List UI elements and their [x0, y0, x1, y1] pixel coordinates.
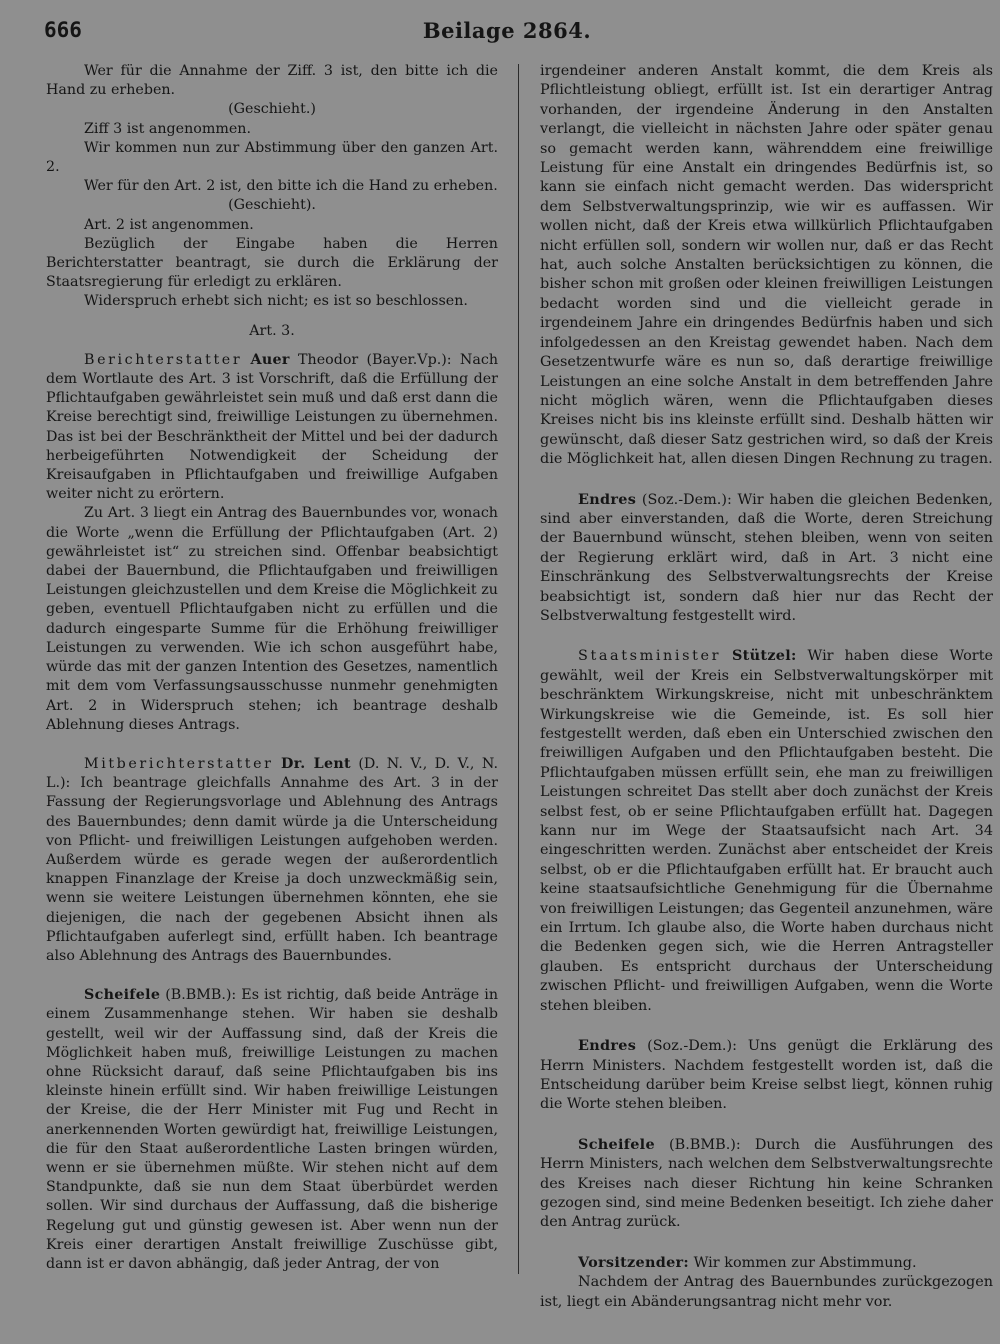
paragraph: irgendeiner anderen Anstalt kommt, die dem Kreis als Pflichtleistung obliegt, erfüllt ist. Ist ein derartiger Antrag vorhanden, der irgendeine Änderung in den Anstalten verlangt, die vielleicht in nächsten Jahre oder später genau so gemacht werden kann, währenddem eine freiwillige Leistung für eine Anstalt ein dringendes Bedürfnis ist, so kann sie einfach nicht gemacht werden. Das widerspricht dem Selbstverwaltungsprinzip, wie wir es auffassen. Wir wollen nicht, daß der Kreis etwa willkürlich Pflichtaufgaben nicht erfüllen soll, sondern wir wollen nur, daß er das Recht hat, auch solche Anstalten berücksichtigen zu können, die bisher schon mit großen oder kleinen freiwilligen Leistungen bedacht worden sind und die vielleicht gerade in irgendeinem Jahre ein dringendes Bedürfnis haben und sich infolgedessen an den Kreistag gewendet haben. Nach dem Gesetzentwurfe wäre es nun so, daß derartige freiwillige Leistungen an eine solche Anstalt in dem betreffenden Jahre nicht möglich wären, wenn die Pflichtaufgaben dieses Kreises nicht bis ins kleinste erfüllt sind. Deshalb hätten wir gewünscht, daß dieser Satz gestrichen wird, so daß der Kreis die Möglichkeit hat, allen diesen Dingen Rechnung zu tragen. [540, 63, 993, 468]
paragraph: Widerspruch erhebt sich nicht; es ist so beschlossen. [84, 293, 468, 310]
speech-paragraph [46, 986, 498, 1274]
paragraph: Ziff 3 ist angenommen. [84, 120, 251, 137]
speaker-role: Staatsminister [578, 648, 722, 665]
speech-text: Wir kommen zur Abstimmung. [693, 1254, 917, 1271]
paragraph: Wir kommen nun zur Abstimmung über den ganzen Art. 2. [46, 139, 498, 176]
page-title: Beilage 2864. [422, 18, 592, 43]
speaker-name: Vorsitzender: [578, 1253, 690, 1271]
note-line: (Geschieht). [228, 197, 316, 214]
speech-text: Theodor (Bayer.Vp.): Nach dem Wortlaute des Art. 3 ist Vorschrift, daß die Erfüllung der Pflichtaufgaben gewährleistet sein muß und daß erst dann die Kreise berechtigt sind, freiwillige Leistungen zu übernehmen. Das ist bei der Beschränktheit der Mittel und bei der dadurch herbeigeführten Notwendigkeit der Scheidung der Kreisaufgaben in Pflichtaufgaben und freiwillige Aufgaben weiter nicht zu erörtern. [46, 351, 498, 503]
paragraph: Nachdem der Antrag des Bauernbundes zurückgezogen ist, liegt ein Abänderungsantrag nicht mehr vor. [540, 1274, 993, 1310]
right-column [540, 62, 993, 1312]
speech-paragraph [540, 1253, 993, 1273]
note-line: (Geschieht.) [228, 101, 316, 118]
speaker-name: Auer [250, 351, 290, 368]
page-number: 666 [44, 18, 82, 42]
speaker-name: Scheifele [84, 987, 161, 1004]
paragraph: Bezüglich der Eingabe haben die Herren Berichterstatter beantragt, sie durch die Erklärung der Staatsregierung für erledigt zu erklären. [46, 235, 498, 291]
speech-text: (Soz.-Dem.): Uns genügt die Erklärung des Herrn Ministers. Nachdem festgestellt worden ist, daß die Entscheidung darüber beim Kreise selbst liegt, können ruhig die Worte stehen bleiben. [540, 1038, 993, 1113]
speaker-name: Dr. Lent [281, 755, 351, 772]
paragraph: Wer für den Art. 2 ist, den bitte ich die Hand zu erheben. [84, 178, 498, 195]
paragraph: Wer für die Annahme der Ziff. 3 ist, den bitte ich die Hand zu erheben. [46, 63, 498, 99]
paragraph: Zu Art. 3 liegt ein Antrag des Bauernbundes vor, wonach die Worte „wenn die Erfüllung der Pflichtaufgaben (Art. 2) gewährleistet ist“ zu streichen sind. Offenbar beabsichtigt dabei der Bauernbund, die Pflichtaufgaben und freiwilligen Leistungen gleichzustellen und dem Kreise die Möglichkeit zu geben, eventuell Pflichtaufgaben nicht zu erfüllen und die dadurch eingesparte Summe für die Erhöhung freiwilliger Leistungen zu verwenden. Wie ich schon ausgeführt habe, würde das mit der ganzen Intention des Gesetzes, namentlich mit dem vom Verfassungsausschusse nunmehr genehmigten Art. 2 in Widerspruch stehen; ich beantrage deshalb Ablehnung dieses Antrags. [46, 505, 498, 733]
section-heading: Art. 3. [249, 322, 295, 339]
column-divider [518, 64, 519, 1274]
speech-paragraph [46, 755, 498, 966]
page-header [44, 18, 970, 52]
speaker-role: Mitberichterstatter [84, 755, 274, 772]
speaker-name: Endres [578, 490, 637, 508]
left-column [46, 62, 498, 1274]
speech-paragraph [540, 1036, 993, 1115]
paragraph: Art. 2 ist angenommen. [84, 216, 254, 233]
speech-paragraph [540, 490, 993, 627]
speech-paragraph [46, 351, 498, 505]
speech-text: Wir haben diese Worte gewählt, weil der Kreis ein Selbstverwaltungskörper mit beschränktem Wirkungskreise, nicht mit unbeschränktem Wirkungskreise wie die Gemeinde, ist. Es soll hier festgestellt werden, daß eben ein Unterschied zwischen den freiwilligen Aufgaben und den Pflichtaufgaben besteht. Die Pflichtaufgaben müssen erfüllt sein, ehe man zu freiwilligen Leistungen schreitet Das stellt aber doch zunächst der Kreis selbst fest, ob er seine Pflichtaufgaben erfüllt hat. Dagegen kann nur im Wege der Staatsaufsicht nach Art. 34 eingeschritten werden. Zunächst aber entscheidet der Kreis selbst, ob er die Pflichtaufgaben erfüllt hat. Er braucht auch keine staatsaufsichtliche Genehmigung für die Übernahme von freiwilligen Leistungen; das Gegenteil anzunehmen, wäre ein Irrtum. Ich glaube also, die Worte haben durchaus nicht die Bedenken gegen sich, wie die Herren Antragsteller glauben. Es entspricht durchaus der Unterscheidung zwischen Pflicht- und freiwilligen Aufgaben, wenn die Worte stehen bleiben. [540, 648, 993, 1014]
speech-text: (B.BMB.): Durch die Ausführungen des Herrn Ministers, nach welchen dem Selbstverwaltungsrechte des Kreises nach dieser Richtung hin keine Schranken gezogen sind, sind meine Bedenken beseitigt. Ich ziehe daher den Antrag zurück. [540, 1136, 993, 1231]
speaker-name: Endres [578, 1037, 637, 1055]
speech-text: (B.BMB.): Es ist richtig, daß beide Anträge in einem Zusammenhange stehen. Wir haben sie deshalb gestellt, weil wir der Auffassung sind, daß der Kreis die Möglichkeit haben muß, freiwillige Leistungen zu machen ohne Rücksicht darauf, daß seine Pflichtaufgaben bis ins kleinste hinein erfüllt sind. Wir haben freiwillige Leistungen der Kreise, die der Herr Minister mit Fug und Recht in anerkennenden Worten gewürdigt hat, freiwillige Leistungen, die für den Staat außerordentliche Lasten bringen würden, wenn er sie übernehmen müßte. Wir stehen nicht auf dem Standpunkte, daß sie nun dem Staat überbürdet werden sollen. Wir sind durchaus der Auffassung, daß die bisherige Regelung gut und günstig gewesen ist. Aber wenn nun der Kreis einer derartigen Anstalt freiwillige Zuschüsse gibt, dann ist er davon abhängig, daß jeder Antrag, der von [46, 987, 498, 1272]
speaker-role: Berichterstatter [84, 351, 243, 368]
speech-paragraph [540, 646, 993, 1016]
speaker-name: Scheifele [578, 1135, 655, 1153]
speech-paragraph [540, 1135, 993, 1233]
speaker-name: Stützel: [731, 647, 797, 665]
speech-text: (D. N. V., D. V., N. L.): Ich beantrage gleichfalls Annahme des Art. 3 in der Fassung der Regierungsvorlage und Ablehnung des Antrags des Bauernbundes; denn damit würde ja die Unterscheidung von Pflicht- und freiwilligen Leistungen aufgehoben werden. Außerdem würde es gerade wegen der außerordentlich knappen Finanzlage der Kreise ja doch unzweckmäßig sein, wenn sie weitere Leistungen übernehmen könnten, ehe sie diejenigen, die nach der gegebenen Absicht ihnen als Pflichtaufgaben auferlegt sind, erfüllt haben. Ich beantrage also Ablehnung des Antrags des Bauernbundes. [46, 755, 498, 964]
speech-text: (Soz.-Dem.): Wir haben die gleichen Bedenken, sind aber einverstanden, daß die Worte, deren Streichung der Bauernbund wünscht, stehen bleiben, wenn von seiten der Regierung erklärt wird, daß in Art. 3 nicht eine Einschränkung des Selbstverwaltungsrechts der Kreise beabsichtigt ist, sondern daß hier nur das Recht der Selbstverwaltung festgestellt wird. [540, 491, 994, 624]
